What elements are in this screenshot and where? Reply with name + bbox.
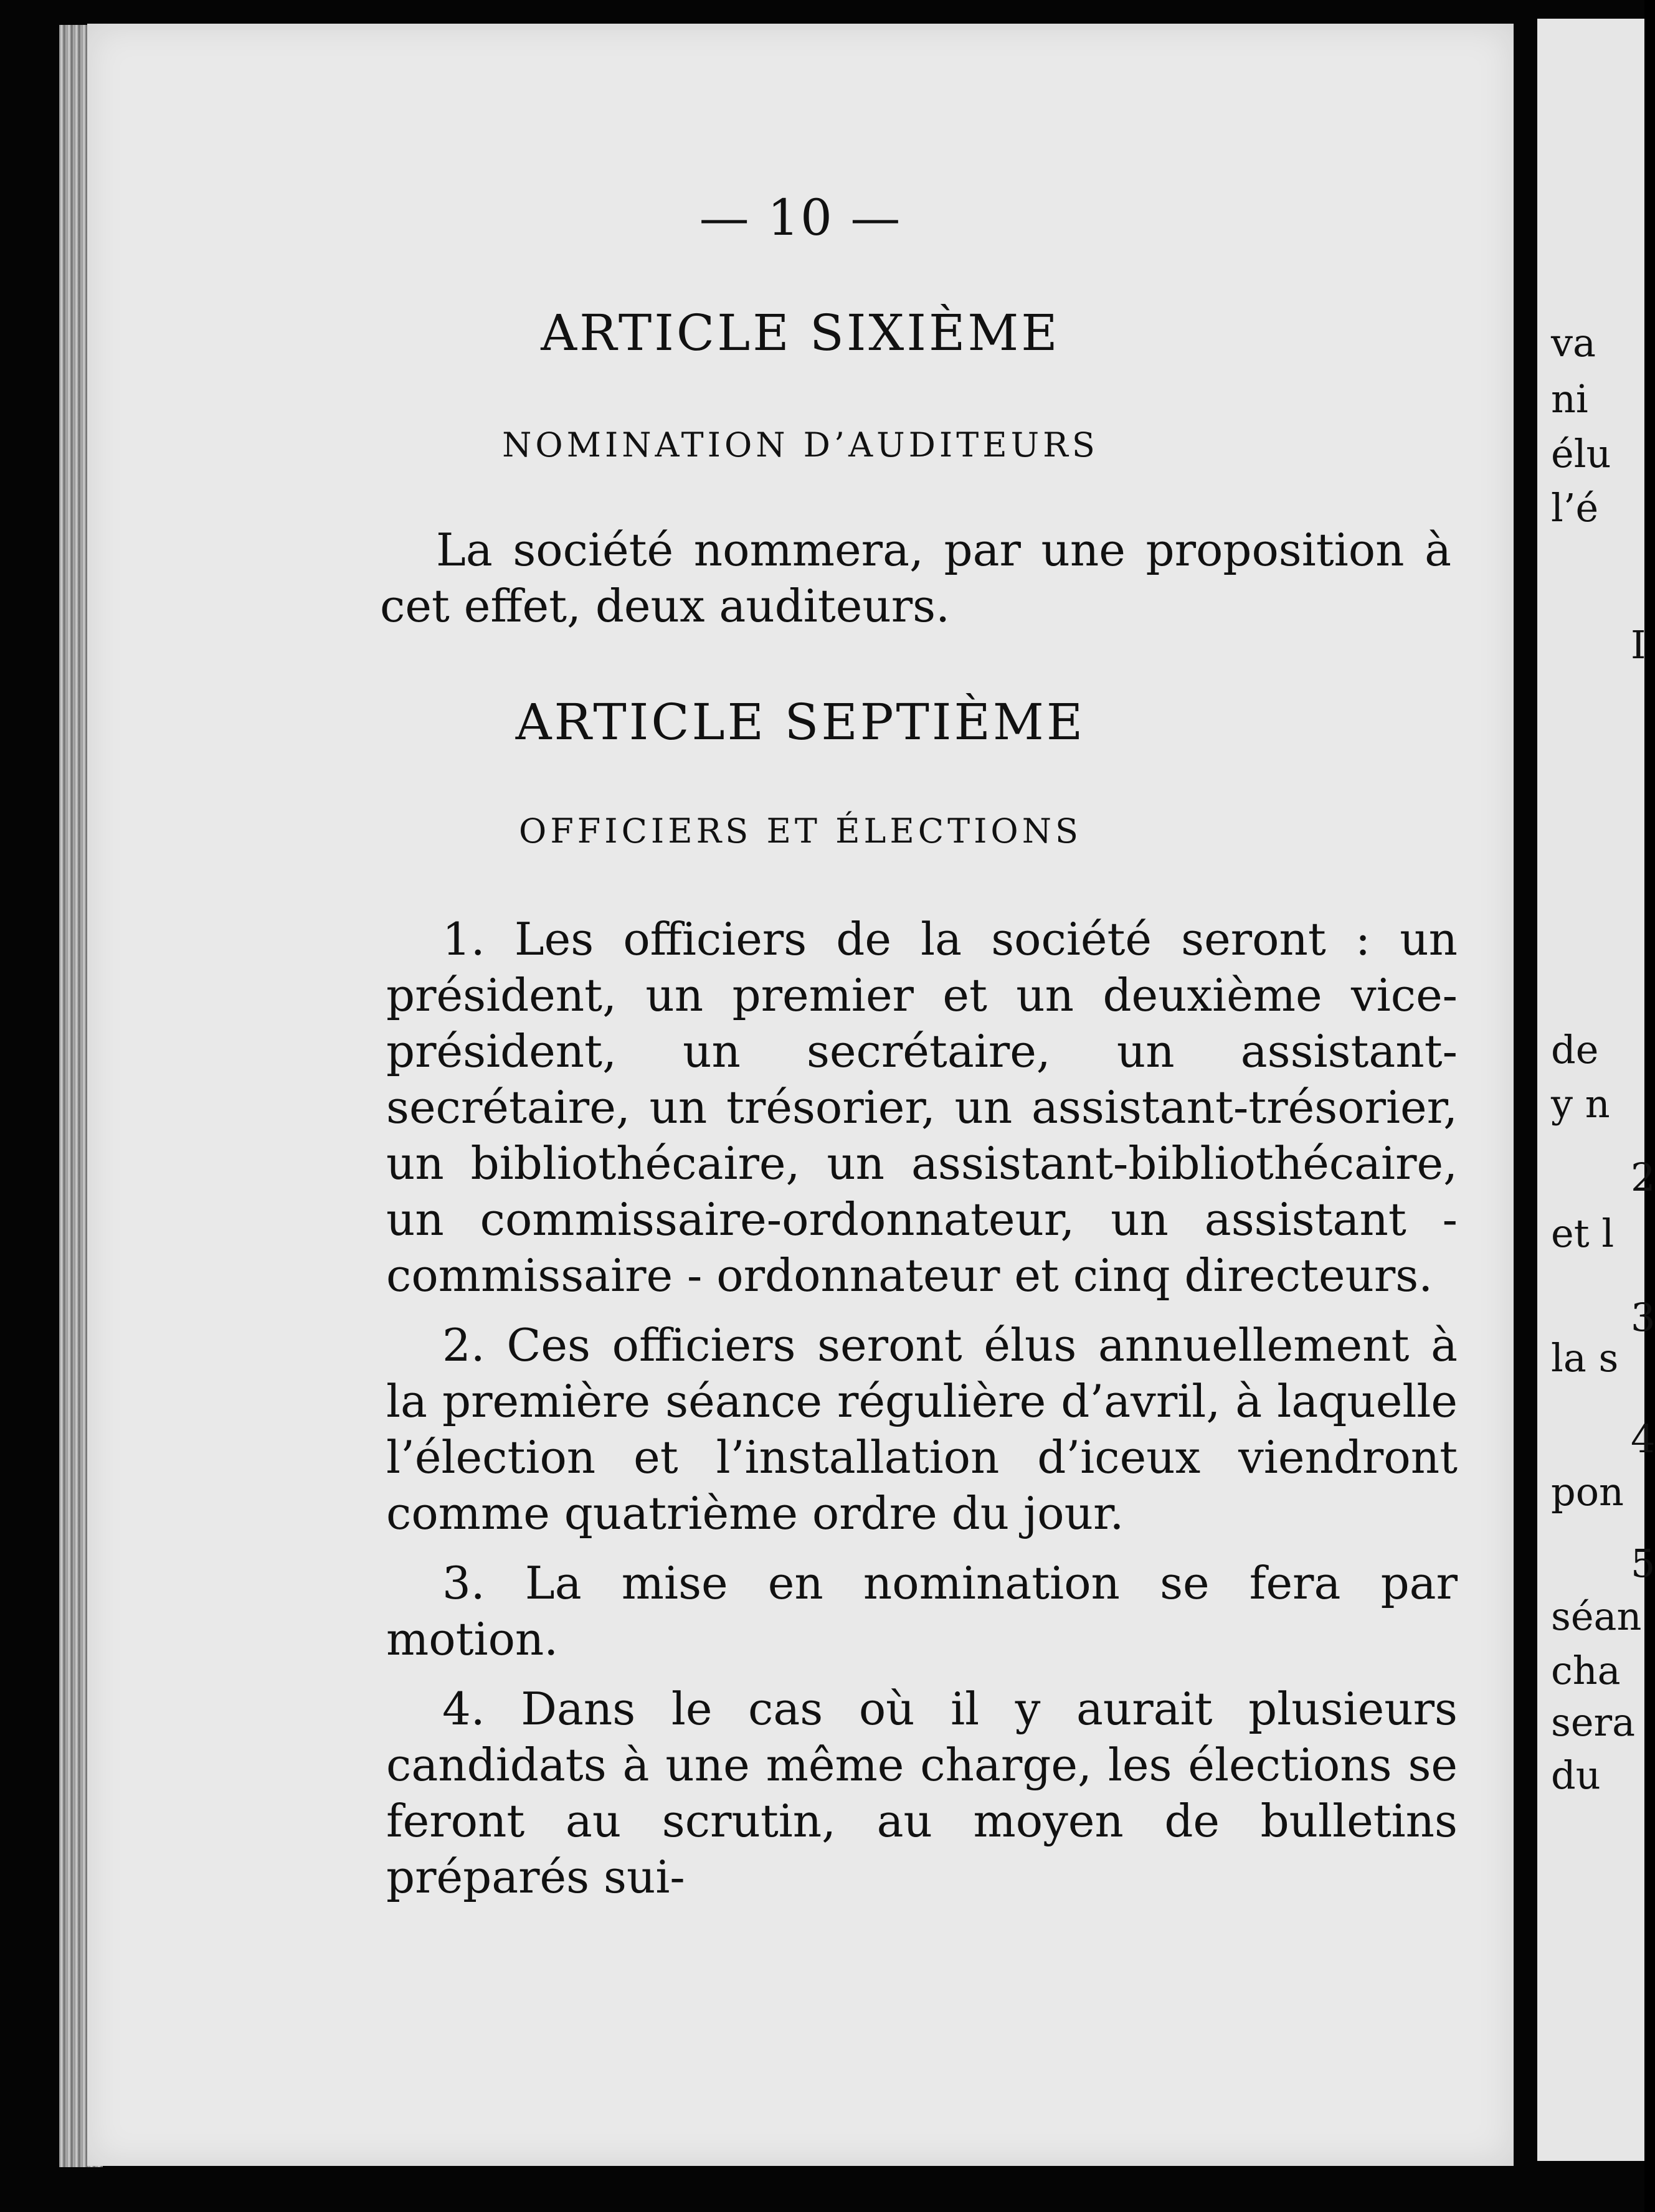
right-fragment: 4 (1631, 1416, 1655, 1462)
item-text: Dans le cas où il y aurait plusieurs candidats à une même charge, les élections se feront au scrutin, au moyen de bulletins préparés sui- (386, 1683, 1458, 1903)
right-fragment: 2 (1631, 1155, 1655, 1200)
article-7-item-1 (386, 911, 1458, 1303)
article-7-body (386, 911, 1458, 1905)
item-text: Les officiers de la société seront : un président, un premier et un deuxième vice-président, un secrétaire, un assistant-secrétaire, un trésorier, un assistant-trésorier, un bibliothécaire, un assistant-bibliothécaire, un commissaire-ordonnateur, un assistant - commissaire - ordonnateur et cinq directeurs. (386, 913, 1458, 1302)
right-fragment: pon (1551, 1469, 1624, 1515)
right-fragment: séan (1551, 1594, 1642, 1639)
item-number: 2. (442, 1319, 485, 1371)
right-fragment: sera (1551, 1699, 1636, 1745)
item-text: Ces officiers seront élus annuellement à la première séance régulière d’avril, à laquelle l’élection et l’installation d’iceux viendront comme quatrième ordre du jour. (386, 1319, 1458, 1539)
article-7-item-2 (386, 1317, 1458, 1541)
item-number: 4. (442, 1683, 485, 1735)
article-6-title: ARTICLE SIXIÈME (541, 304, 1060, 362)
right-fragment: de (1551, 1027, 1599, 1072)
right-fragment: va (1551, 320, 1596, 366)
right-fragment: et l (1551, 1211, 1615, 1256)
right-fragment: du (1551, 1752, 1601, 1798)
right-fragment: élu (1551, 431, 1611, 476)
article-7-subtitle: OFFICIERS ET ÉLECTIONS (519, 811, 1082, 851)
right-fragment: 3 (1631, 1295, 1655, 1340)
left-page (87, 24, 1514, 2166)
right-fragment: cha (1551, 1648, 1621, 1693)
page-number: — 10 — (699, 189, 902, 247)
right-fragment: y n (1551, 1081, 1610, 1127)
article-7-item-4 (386, 1681, 1458, 1905)
article-7-title: ARTICLE SEPTIÈME (515, 693, 1086, 751)
right-fragment: 5 (1631, 1541, 1655, 1586)
article-7-item-3 (386, 1555, 1458, 1667)
right-page-edge (1537, 19, 1655, 2161)
right-fragment: l’é (1551, 485, 1599, 531)
right-fragment: ni (1551, 376, 1588, 422)
article-6-body (380, 522, 1451, 634)
item-number: 3. (442, 1557, 485, 1609)
book-gutter (1514, 0, 1539, 2212)
right-fragment: la s (1551, 1335, 1619, 1381)
right-fragment: I (1631, 622, 1646, 668)
item-text: La mise en nomination se fera par motion. (386, 1557, 1458, 1665)
article-6-subtitle: NOMINATION D’AUDITEURS (502, 425, 1099, 465)
item-number: 1. (442, 913, 485, 965)
article-6-paragraph: La société nommera, par une proposition à cet effet, deux auditeurs. (380, 524, 1451, 632)
